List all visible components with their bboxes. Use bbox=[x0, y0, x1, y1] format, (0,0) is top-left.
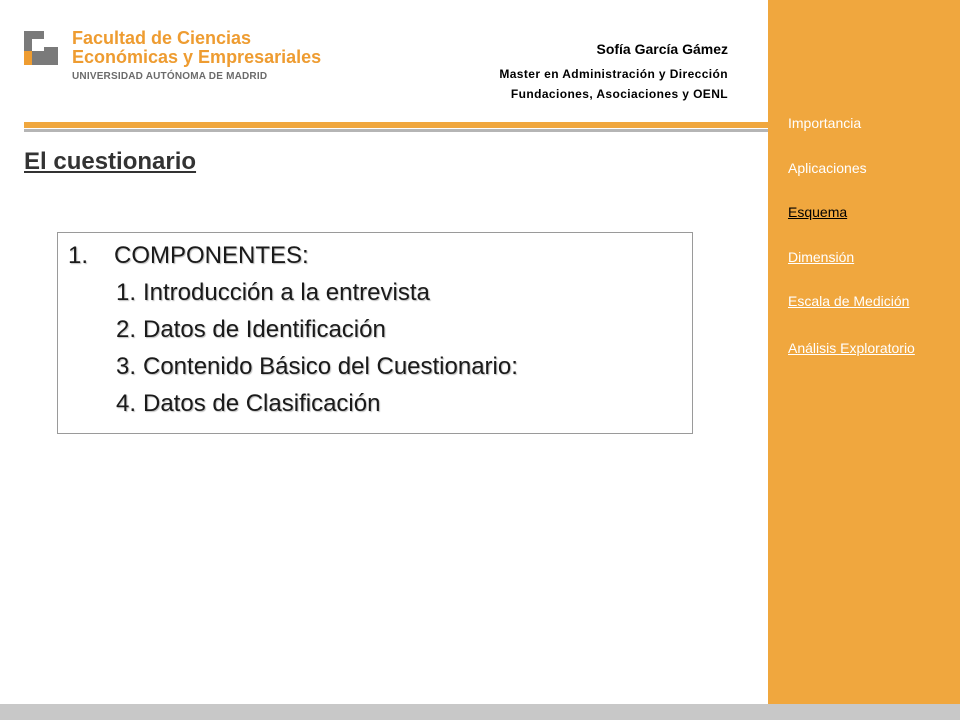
logo-text-university: UNIVERSIDAD AUTÓNOMA DE MADRID bbox=[72, 71, 268, 82]
sidebar-item-esquema[interactable]: Esquema bbox=[788, 204, 848, 220]
sidebar-item-escala-de-medicion[interactable]: Escala de Medición bbox=[788, 293, 910, 309]
list-item-label: Introducción a la entrevista bbox=[143, 279, 430, 306]
list-item-number: 1. bbox=[116, 279, 137, 306]
program-title: Master en Administración y Dirección bbox=[499, 67, 728, 81]
list-item-number: 2. bbox=[116, 316, 137, 343]
list-item-label: Contenido Básico del Cuestionario: bbox=[143, 353, 518, 380]
list-item-label: COMPONENTES: bbox=[114, 242, 309, 269]
list-item-number: 3. bbox=[116, 353, 137, 380]
sidebar-nav bbox=[768, 0, 960, 720]
header-divider-orange bbox=[24, 122, 768, 128]
list-item-label: Datos de Clasificación bbox=[143, 390, 381, 417]
list-item-number: 4. bbox=[116, 390, 137, 417]
author-name: Sofía García Gámez bbox=[596, 41, 728, 57]
sidebar-item-aplicaciones[interactable]: Aplicaciones bbox=[788, 160, 867, 176]
logo-text-line2: Económicas y Empresariales bbox=[72, 47, 322, 67]
page-title: El cuestionario bbox=[24, 148, 197, 175]
program-subtitle: Fundaciones, Asociaciones y OENL bbox=[510, 87, 728, 101]
list-item-number: 1. bbox=[68, 242, 89, 269]
faculty-logo-mark-icon bbox=[24, 31, 64, 65]
sidebar-item-importancia[interactable]: Importancia bbox=[788, 115, 862, 131]
footer-bar bbox=[0, 704, 960, 720]
header-divider-gray bbox=[24, 129, 768, 132]
components-list-box bbox=[57, 232, 693, 434]
sidebar-item-dimension[interactable]: Dimensión bbox=[788, 249, 855, 265]
logo-text-line1: Facultad de Ciencias bbox=[72, 28, 252, 48]
list-item-label: Datos de Identificación bbox=[143, 316, 386, 343]
sidebar-item-analisis-exploratorio[interactable]: Análisis Exploratorio bbox=[788, 340, 915, 356]
